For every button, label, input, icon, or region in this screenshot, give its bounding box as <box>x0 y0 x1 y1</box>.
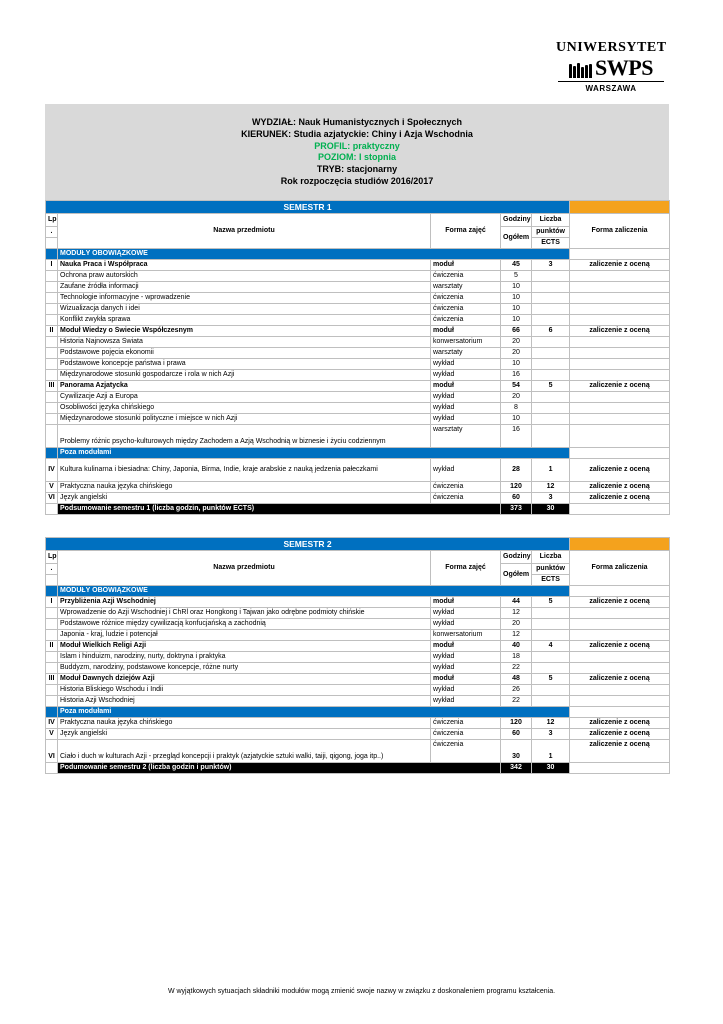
row-form: moduł <box>431 641 501 652</box>
subject-row <box>46 619 670 630</box>
row-hours: 28 <box>501 459 532 482</box>
row-form: moduł <box>431 260 501 271</box>
row-credit: zaliczenie z oceną <box>570 326 670 337</box>
row-form: wykład <box>431 459 501 482</box>
row-credit <box>570 282 670 293</box>
row-ects <box>532 663 570 674</box>
col-name: Nazwa przedmiotu <box>58 551 431 586</box>
summary-label: Podumowanie semestru 2 (liczba godzin i punktów) <box>58 763 501 774</box>
title-accent <box>570 538 670 551</box>
subject-row <box>46 685 670 696</box>
row-name: Buddyzm, narodziny, podstawowe koncepcje, różne nurty <box>58 663 431 674</box>
row-hours: 10 <box>501 359 532 370</box>
row-hours: 40 <box>501 641 532 652</box>
module-row <box>46 326 670 337</box>
subject-row <box>46 304 670 315</box>
row-lp: III <box>46 674 58 685</box>
semester-title-row <box>46 538 670 551</box>
row-hours: 30 <box>501 740 532 763</box>
module-row <box>46 381 670 392</box>
row-ects: 1 <box>532 740 570 763</box>
row-name: Zaufane źródła informacji <box>58 282 431 293</box>
row-credit <box>570 619 670 630</box>
col-lp-blank <box>46 575 58 586</box>
col-hours: Godziny <box>501 551 532 564</box>
subject-row <box>46 370 670 381</box>
row-credit <box>570 293 670 304</box>
subject-row <box>46 459 670 482</box>
section-accent <box>570 707 670 718</box>
section-required <box>46 249 670 260</box>
row-lp <box>46 271 58 282</box>
section-label: MODUŁY OBOWIĄZKOWE <box>58 249 570 260</box>
row-credit <box>570 414 670 425</box>
semester-1-table <box>45 200 670 515</box>
row-lp <box>46 663 58 674</box>
row-lp <box>46 619 58 630</box>
row-form: konwersatorium <box>431 337 501 348</box>
module-row <box>46 260 670 271</box>
row-credit <box>570 304 670 315</box>
row-lp <box>46 282 58 293</box>
row-form: ćwiczenia <box>431 718 501 729</box>
row-ects <box>532 414 570 425</box>
col-lp: Lp <box>46 214 58 227</box>
col-ects-2: punktów <box>532 564 570 575</box>
row-lp: VI <box>46 493 58 504</box>
row-lp: III <box>46 381 58 392</box>
row-name: Historia Najnowsza Świata <box>58 337 431 348</box>
semester-title: SEMESTR 2 <box>46 538 570 551</box>
row-hours: 54 <box>501 381 532 392</box>
summary-row <box>46 504 670 515</box>
row-ects: 5 <box>532 597 570 608</box>
row-ects: 3 <box>532 493 570 504</box>
section-label: Poza modułami <box>58 707 570 718</box>
subject-row-tall <box>46 425 670 448</box>
row-name: Podstawowe różnice między cywilizacją konfucjańską a zachodnią <box>58 619 431 630</box>
subject-row <box>46 348 670 359</box>
row-name: Historia Azji Wschodniej <box>58 696 431 707</box>
section-lp <box>46 448 58 459</box>
row-name: Osobliwości języka chińskiego <box>58 403 431 414</box>
section-outside <box>46 707 670 718</box>
col-lp: Lp <box>46 551 58 564</box>
row-credit <box>570 685 670 696</box>
summary-label: Podsumowanie semestru 1 (liczba godzin, punktów ECTS) <box>58 504 501 515</box>
row-lp: I <box>46 260 58 271</box>
row-ects <box>532 652 570 663</box>
row-name: Język angielski <box>58 493 431 504</box>
summary-ects: 30 <box>532 504 570 515</box>
col-lp-dot: . <box>46 564 58 575</box>
row-hours: 10 <box>501 304 532 315</box>
subject-row <box>46 414 670 425</box>
row-form: wykład <box>431 414 501 425</box>
col-form: Forma zajęć <box>431 214 501 249</box>
row-hours: 10 <box>501 282 532 293</box>
row-hours: 120 <box>501 718 532 729</box>
summary-hours: 373 <box>501 504 532 515</box>
row-lp <box>46 685 58 696</box>
row-ects: 4 <box>532 641 570 652</box>
row-credit <box>570 337 670 348</box>
row-ects <box>532 348 570 359</box>
row-credit: zaliczenie z oceną <box>570 674 670 685</box>
col-name: Nazwa przedmiotu <box>58 214 431 249</box>
row-name: Islam i hinduizm, narodziny, nurty, doktryna i praktyka <box>58 652 431 663</box>
summary-row <box>46 763 670 774</box>
program-header <box>45 104 669 200</box>
row-hours: 12 <box>501 630 532 641</box>
row-lp <box>46 359 58 370</box>
subject-row <box>46 608 670 619</box>
row-credit: zaliczenie z oceną <box>570 260 670 271</box>
row-form: wykład <box>431 359 501 370</box>
col-lp-blank <box>46 238 58 249</box>
section-lp <box>46 249 58 260</box>
col-form: Forma zajęć <box>431 551 501 586</box>
row-ects <box>532 630 570 641</box>
row-ects <box>532 696 570 707</box>
subject-row <box>46 337 670 348</box>
section-label: Poza modułami <box>58 448 570 459</box>
col-credit: Forma zaliczenia <box>570 551 670 586</box>
row-ects <box>532 685 570 696</box>
row-credit <box>570 663 670 674</box>
col-ects-3: ECTS <box>532 575 570 586</box>
row-lp <box>46 315 58 326</box>
summary-lp <box>46 763 58 774</box>
footnote: W wyjątkowych sytuacjach składniki modułów mogą zmienić swoje nazwy w związku z doskonaleniem programu kształcenia. <box>167 988 556 995</box>
row-hours: 20 <box>501 348 532 359</box>
row-form: warsztaty <box>431 282 501 293</box>
row-form: warsztaty <box>431 348 501 359</box>
row-form: wykład <box>431 696 501 707</box>
row-hours: 60 <box>501 729 532 740</box>
row-ects: 12 <box>532 718 570 729</box>
row-lp <box>46 370 58 381</box>
profile: PROFIL: praktyczny <box>314 140 400 151</box>
row-name: Podstawowe koncepcje państwa i prawa <box>58 359 431 370</box>
row-name: Ochrona praw autorskich <box>58 271 431 282</box>
row-hours: 16 <box>501 370 532 381</box>
row-form: wykład <box>431 392 501 403</box>
row-form: ćwiczenia <box>431 493 501 504</box>
row-credit <box>570 370 670 381</box>
row-credit: zaliczenie z oceną <box>570 459 670 482</box>
row-form: konwersatorium <box>431 630 501 641</box>
row-hours: 22 <box>501 663 532 674</box>
row-lp <box>46 414 58 425</box>
row-form: moduł <box>431 597 501 608</box>
start-year: Rok rozpoczęcia studiów 2016/2017 <box>280 175 434 186</box>
row-ects <box>532 271 570 282</box>
row-ects <box>532 608 570 619</box>
row-name: Cywilizacje Azji a Europa <box>58 392 431 403</box>
faculty: WYDZIAŁ: Nauk Humanistycznych i Społecznych <box>251 117 463 127</box>
row-lp <box>46 337 58 348</box>
row-lp: I <box>46 597 58 608</box>
row-credit: zaliczenie z oceną <box>570 482 670 493</box>
row-lp <box>46 425 58 448</box>
row-name: Japonia - kraj, ludzie i potencjał <box>58 630 431 641</box>
row-credit <box>570 652 670 663</box>
row-ects: 12 <box>532 482 570 493</box>
row-name: Historia Bliskiego Wschodu i Indii <box>58 685 431 696</box>
row-ects <box>532 370 570 381</box>
row-hours: 5 <box>501 271 532 282</box>
col-lp-dot: . <box>46 227 58 238</box>
level: POZIOM: I stopnia <box>318 152 396 163</box>
subject-row <box>46 718 670 729</box>
module-row <box>46 674 670 685</box>
row-credit <box>570 392 670 403</box>
row-credit <box>570 403 670 414</box>
subject-row <box>46 293 670 304</box>
row-form: moduł <box>431 674 501 685</box>
col-credit: Forma zaliczenia <box>570 214 670 249</box>
section-accent <box>570 249 670 260</box>
row-credit: zaliczenie z oceną <box>570 493 670 504</box>
row-form: wykład <box>431 608 501 619</box>
row-name: Moduł Wiedzy o Świecie Współczesnym <box>58 326 431 337</box>
row-form: wykład <box>431 663 501 674</box>
section-outside <box>46 448 670 459</box>
col-ects: Liczba <box>532 214 570 227</box>
subject-row <box>46 271 670 282</box>
row-form: ćwiczenia <box>431 482 501 493</box>
row-lp <box>46 630 58 641</box>
row-ects <box>532 293 570 304</box>
title-accent <box>570 201 670 214</box>
row-name: Przybliżenia Azji Wschodniej <box>58 597 431 608</box>
row-credit: zaliczenie z oceną <box>570 641 670 652</box>
row-name: Międzynarodowe stosunki gospodarcze i rola w nich Azji <box>58 370 431 381</box>
subject-row-tall <box>46 740 670 763</box>
row-ects: 5 <box>532 674 570 685</box>
row-hours: 45 <box>501 260 532 271</box>
subject-row <box>46 652 670 663</box>
row-form: wykład <box>431 652 501 663</box>
row-credit: zaliczenie z oceną <box>570 729 670 740</box>
subject-row <box>46 482 670 493</box>
row-ects: 5 <box>532 381 570 392</box>
row-name: Wizualizacja danych i idei <box>58 304 431 315</box>
row-hours: 20 <box>501 619 532 630</box>
row-hours: 18 <box>501 652 532 663</box>
row-form: wykład <box>431 370 501 381</box>
row-form: warsztaty <box>431 425 501 448</box>
semester-2-table <box>45 537 670 774</box>
row-form: moduł <box>431 326 501 337</box>
semester-title: SEMESTR 1 <box>46 201 570 214</box>
row-lp: II <box>46 641 58 652</box>
row-name: Praktyczna nauka języka chińskiego <box>58 482 431 493</box>
row-hours: 120 <box>501 482 532 493</box>
row-name: Wprowadzenie do Azji Wschodniej i ChRl oraz Hongkong i Tajwan jako odrębne podmioty chińskie <box>58 608 431 619</box>
section-lp <box>46 586 58 597</box>
row-lp <box>46 608 58 619</box>
col-ects: Liczba <box>532 551 570 564</box>
row-name: Język angielski <box>58 729 431 740</box>
section-accent <box>570 448 670 459</box>
row-ects: 1 <box>532 459 570 482</box>
row-ects <box>532 619 570 630</box>
subject-row <box>46 696 670 707</box>
row-hours: 12 <box>501 608 532 619</box>
row-name: Moduł Wielkich Religi Azji <box>58 641 431 652</box>
row-lp <box>46 293 58 304</box>
subject-row <box>46 315 670 326</box>
subject-row <box>46 729 670 740</box>
mode: TRYB: stacjonarny <box>316 164 398 175</box>
row-credit: zaliczenie z oceną <box>570 597 670 608</box>
row-credit <box>570 425 670 448</box>
field-of-study: KIERUNEK: Studia azjatyckie: Chiny i Azja Wschodnia <box>241 128 473 139</box>
row-ects <box>532 337 570 348</box>
subject-row <box>46 392 670 403</box>
row-hours: 10 <box>501 315 532 326</box>
row-form: wykład <box>431 403 501 414</box>
row-hours: 20 <box>501 337 532 348</box>
row-ects <box>532 282 570 293</box>
row-lp: V <box>46 729 58 740</box>
row-credit <box>570 271 670 282</box>
subject-row <box>46 282 670 293</box>
row-credit: zaliczenie z oceną <box>570 740 670 763</box>
row-name: Kultura kulinarna i biesiadna: Chiny, Japonia, Birma, Indie, kraje arabskie z nauką jedzenia pałeczkami <box>58 459 431 482</box>
row-hours: 26 <box>501 685 532 696</box>
row-hours: 20 <box>501 392 532 403</box>
summary-ects: 30 <box>532 763 570 774</box>
row-hours: 16 <box>501 425 532 448</box>
section-label: MODUŁY OBOWIĄZKOWE <box>58 586 570 597</box>
section-accent <box>570 586 670 597</box>
row-form: moduł <box>431 381 501 392</box>
col-hours-total: Ogółem <box>501 564 532 586</box>
subject-row <box>46 359 670 370</box>
summary-hours: 342 <box>501 763 532 774</box>
col-hours: Godziny <box>501 214 532 227</box>
row-credit <box>570 348 670 359</box>
module-row <box>46 641 670 652</box>
module-row <box>46 597 670 608</box>
row-name: Problemy różnic psycho-kulturowych między Zachodem a Azją Wschodnią w biznesie i życiu codziennym <box>58 425 431 448</box>
row-hours: 66 <box>501 326 532 337</box>
row-name: Praktyczna nauka języka chińskiego <box>58 718 431 729</box>
row-form: ćwiczenia <box>431 271 501 282</box>
subject-row <box>46 493 670 504</box>
row-ects <box>532 304 570 315</box>
row-name: Konflikt zwykła sprawa <box>58 315 431 326</box>
row-name: Międzynarodowe stosunki polityczne i miejsce w nich Azji <box>58 414 431 425</box>
row-form: wykład <box>431 685 501 696</box>
row-form: ćwiczenia <box>431 315 501 326</box>
logo-line2: SWPS <box>595 55 653 80</box>
row-ects <box>532 392 570 403</box>
summary-blank <box>570 504 670 515</box>
row-form: ćwiczenia <box>431 740 501 763</box>
row-hours: 8 <box>501 403 532 414</box>
row-credit: zaliczenie z oceną <box>570 381 670 392</box>
row-hours: 10 <box>501 293 532 304</box>
row-lp <box>46 403 58 414</box>
row-credit <box>570 315 670 326</box>
subject-row <box>46 663 670 674</box>
logo-line3: WARSZAWA <box>585 84 637 93</box>
semester-title-row <box>46 201 670 214</box>
summary-blank <box>570 763 670 774</box>
col-ects-3: ECTS <box>532 238 570 249</box>
row-lp <box>46 304 58 315</box>
logo-figures-icon <box>569 63 592 78</box>
col-ects-2: punktów <box>532 227 570 238</box>
row-hours: 60 <box>501 493 532 504</box>
section-lp <box>46 707 58 718</box>
row-name: Ciało i duch w kulturach Azji - przegląd koncepcji i praktyk (azjatyckie sztuki walki, taiji, qigong, joga itp..) <box>58 740 431 763</box>
logo-line1: UNIWERSYTET <box>556 40 667 55</box>
row-lp: VI <box>46 740 58 763</box>
subject-row <box>46 630 670 641</box>
subject-row <box>46 403 670 414</box>
row-ects <box>532 315 570 326</box>
row-form: wykład <box>431 619 501 630</box>
row-hours: 10 <box>501 414 532 425</box>
row-name: Panorama Azjatycka <box>58 381 431 392</box>
row-credit <box>570 608 670 619</box>
row-credit: zaliczenie z oceną <box>570 718 670 729</box>
row-lp: V <box>46 482 58 493</box>
row-name: Podstawowe pojęcia ekonomii <box>58 348 431 359</box>
row-name: Moduł Dawnych dziejów Azji <box>58 674 431 685</box>
column-header-row <box>46 551 670 564</box>
row-ects <box>532 425 570 448</box>
row-name: Technologie informacyjne - wprowadzenie <box>58 293 431 304</box>
row-lp: II <box>46 326 58 337</box>
col-hours-total: Ogółem <box>501 227 532 249</box>
row-ects: 3 <box>532 729 570 740</box>
row-lp <box>46 392 58 403</box>
row-ects <box>532 403 570 414</box>
section-required <box>46 586 670 597</box>
row-ects: 6 <box>532 326 570 337</box>
row-credit <box>570 696 670 707</box>
row-lp <box>46 696 58 707</box>
summary-lp <box>46 504 58 515</box>
row-lp <box>46 348 58 359</box>
column-header-row <box>46 214 670 227</box>
row-lp <box>46 652 58 663</box>
row-lp: IV <box>46 718 58 729</box>
row-ects: 3 <box>532 260 570 271</box>
row-name: Nauka Praca i Współpraca <box>58 260 431 271</box>
row-ects <box>532 359 570 370</box>
row-credit <box>570 630 670 641</box>
row-lp: IV <box>46 459 58 482</box>
row-hours: 22 <box>501 696 532 707</box>
row-form: ćwiczenia <box>431 304 501 315</box>
swps-logo <box>556 40 666 93</box>
row-credit <box>570 359 670 370</box>
row-form: ćwiczenia <box>431 729 501 740</box>
row-form: ćwiczenia <box>431 293 501 304</box>
row-hours: 44 <box>501 597 532 608</box>
row-hours: 48 <box>501 674 532 685</box>
